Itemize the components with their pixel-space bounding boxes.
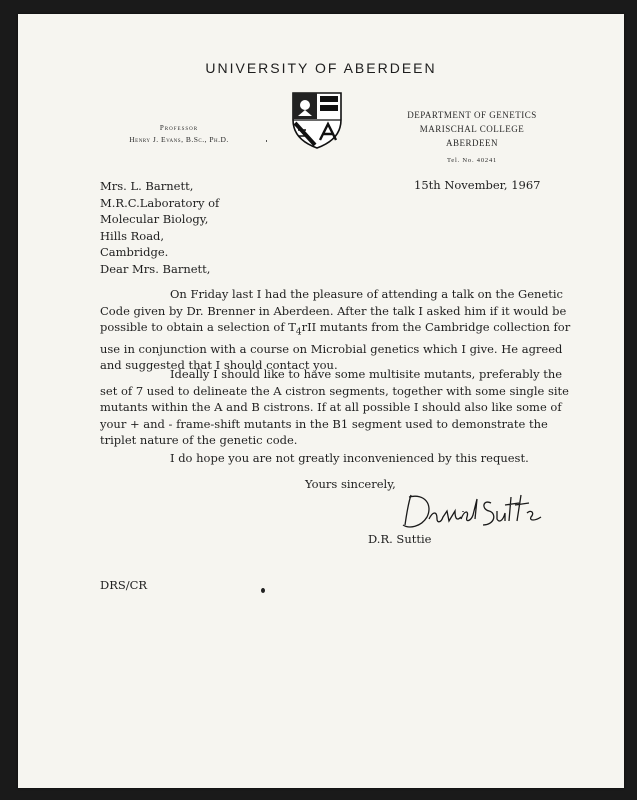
city-name: ABERDEEN bbox=[446, 138, 498, 148]
university-name: UNIVERSITY OF ABERDEEN bbox=[205, 60, 437, 76]
reference-initials: DRS/CR bbox=[100, 578, 148, 592]
telephone-number: Tel. No. 40241 bbox=[446, 157, 498, 164]
address-line: Hills Road, bbox=[100, 228, 165, 243]
professor-title: Professor bbox=[159, 124, 199, 132]
professor-block bbox=[104, 124, 254, 144]
department-name: DEPARTMENT OF GENETICS bbox=[407, 110, 537, 120]
university-crest-icon bbox=[290, 90, 344, 150]
college-name: MARISCHAL COLLEGE bbox=[419, 124, 525, 134]
phage-name: $T_4rII$ bbox=[288, 320, 317, 338]
body-paragraph-2: Ideally I should like to have some multisite mutants, preferably the set of 7 used to delineate the A cistron segments, together with some single site mutants within the A and B cistrons. If at all possible I should also like some of your + and - frame-shift mutants in the B1 segment used to demonstrate the triplet nature of the genetic code. bbox=[100, 367, 569, 447]
address-line: Cambridge. bbox=[100, 245, 169, 259]
address-line: Molecular Biology, bbox=[100, 212, 209, 226]
handwritten-signature bbox=[399, 489, 549, 535]
recipient-name: Mrs. L. Barnett, bbox=[100, 179, 194, 193]
department-block bbox=[390, 108, 554, 168]
paragraph-text: On Friday last I had the pleasure of attending a talk on the Genetic Code given by Dr. Brenner in Aberdeen. After the talk I asked him if it would be possible to obtain a selection of bbox=[100, 287, 567, 334]
letter-page bbox=[18, 14, 624, 788]
letter-date: 15th November, 1967 bbox=[414, 178, 541, 192]
salutation: Dear Mrs. Barnett, bbox=[100, 262, 211, 276]
professor-name: Henry J. Evans, B.Sc., Ph.D. bbox=[129, 135, 229, 144]
paragraph-text: mutants from the Cambridge collection for use in conjunction with a course on Microbial genetics which I give. He agreed and suggested that I should contact you. bbox=[100, 320, 571, 373]
body-paragraph-1 bbox=[100, 286, 580, 374]
mark bbox=[266, 140, 267, 142]
ink-spot bbox=[261, 588, 265, 593]
signer-name: D.R. Suttie bbox=[368, 532, 432, 546]
address-line: M.R.C.Laboratory of bbox=[100, 195, 220, 210]
body-paragraph-3: I do hope you are not greatly inconvenienced by this request. bbox=[170, 451, 529, 465]
closing: Yours sincerely, bbox=[305, 477, 396, 491]
recipient-address bbox=[100, 178, 219, 261]
